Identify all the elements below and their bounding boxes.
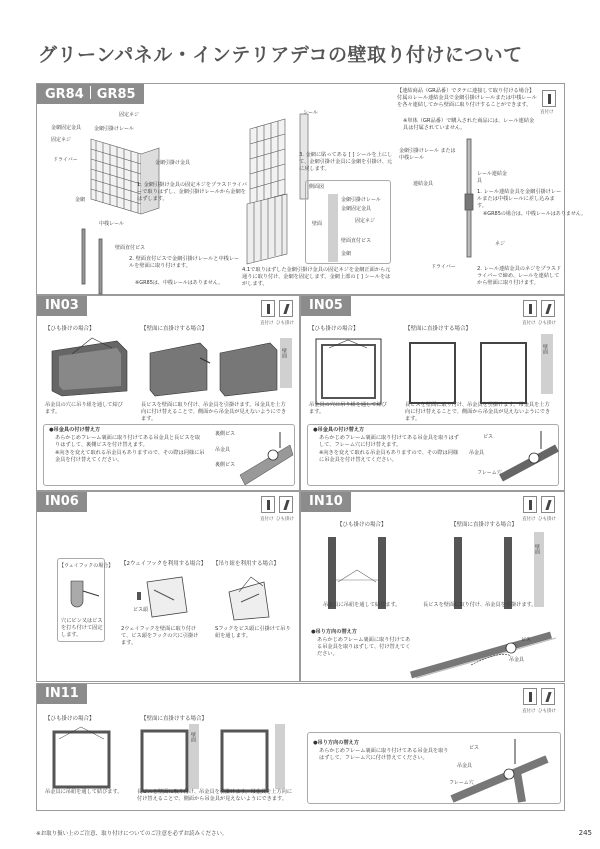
in05-frame-direct-2 [476, 338, 536, 408]
label-kakudaizu-kotei-kanagu: 金網固定金具 [341, 206, 372, 212]
label-kakudaizu-wall: 壁面 [312, 221, 323, 227]
in06-badge-direct [261, 496, 275, 513]
in05-text-direct: 長ビスを壁面に取り付け、吊金具を引掛けます。吊金具を上方向に付け替えることで、側面から吊金具が見えないようにできます。 [405, 402, 551, 422]
in03-label-ura-bis: 裏側ビス [215, 431, 236, 437]
label-kanaami-hikkake-kanagu: 金網引掛け金具 [155, 160, 191, 166]
in06-hook-illustration [61, 576, 101, 616]
in03-text-string: 吊金具の穴に吊り紐を通して結びます。 [45, 402, 123, 415]
label-seal: シール [303, 110, 318, 116]
label-kakudaizu: 側面図 [309, 184, 325, 190]
label-hekimen-screw: 壁面直付ビス [115, 245, 146, 251]
section-in06-header: IN06 [37, 492, 87, 512]
in11-how-illustration [447, 734, 557, 804]
in05-text-string: 吊金具の穴に吊り紐を通して結びます。 [309, 402, 387, 415]
gr-right-step-1: 1. レール連結金具を金網引掛けレールまたは中桟レールに差し込みます。 [477, 189, 562, 209]
in05-label-kanagu: 吊金具 [469, 450, 485, 456]
in11-frame-direct-1 [137, 726, 197, 796]
in10-badge-string-label: ひも掛け [538, 517, 556, 522]
gr-step-2: 2. 壁面直付ビスで金網引掛けレールと中桟レールを壁面に取り付けます。 [129, 256, 240, 269]
in06-case-wayhook: 【ウェイフックの場合】 [59, 563, 114, 569]
gr-step-3: 3. 金網に貼ってある [ ] シールを上にして、金網引掛け金具に金網を引掛け、元に戻します。 [299, 152, 393, 172]
in03-badge-direct-label: 直付け [260, 321, 274, 326]
in05-frame-direct-1 [405, 338, 465, 408]
in05-wall [541, 334, 553, 394]
footer-note: ※お取り扱い上のご注意、取り付けについてのご注意を必ずお読みください。 [36, 831, 228, 837]
in05-case-string: 【ひも掛けの場合】 [309, 326, 359, 332]
in11-badge-string [541, 688, 555, 705]
in06-2way-illustration [132, 572, 192, 622]
in10-label-bis: ビス [521, 637, 532, 643]
in05-case-direct: 【壁面に直掛けする場合】 [405, 326, 472, 332]
in11-text-direct: 長ビスを壁面に取り付け、吊金具を引掛けます。吊金具を上方向に付け替えることで、側面から吊金具が見えないようにできます。 [137, 789, 293, 802]
in03-how-note: ※向きを変えて取れる吊金具もありますので、その際は同様に吊金具を付け替えてください。 [55, 450, 205, 463]
section-in03 [36, 295, 300, 491]
page-title: グリーンパネル・インテリアデコの壁取り付けについて [38, 44, 523, 66]
in05-badge-direct [523, 300, 537, 317]
label-chukan-rail-right: 金網引掛けレール または 中桟レール [399, 148, 456, 161]
in03-case-direct: 【壁面に直掛けする場合】 [141, 326, 208, 332]
label-kakudaizu-rail: 金網引掛けレール [341, 197, 381, 203]
in03-label-tsurikanagu: 吊金具 [215, 447, 231, 453]
label-kanaami: 金網 [75, 197, 86, 203]
in03-badge-string-label: ひも掛け [276, 321, 294, 326]
in10-text-direct: 長ビスを壁面に取り付け、吊金具を引掛けます。 [423, 602, 537, 608]
in11-wall-2 [275, 724, 285, 789]
in06-badge-string-label: ひも掛け [276, 517, 294, 522]
in03-how-text: あらかじめフレーム裏面に取り付けてある吊金具と長ビスを取りはずして、裏側ビスを付け替えます。 [55, 435, 201, 448]
section-in11-header: IN11 [37, 684, 87, 704]
gr-step-2-note: ※GR85は、中桟レールはありません。 [135, 280, 224, 286]
in10-badge-string [541, 496, 555, 513]
in10-how-title: ●吊り方向の替え方 [311, 629, 358, 635]
label-kotei-neji-top: 固定ネジ [119, 112, 140, 118]
in11-badge-direct-label: 直付け [522, 709, 536, 714]
gr-right-note: ※単体（GR品番）で購入された商品には、レール連結金具は付属されていません。 [403, 118, 535, 131]
in11-label-ana: フレーム穴 [449, 780, 474, 786]
in10-wall-label: 壁面 [534, 544, 540, 554]
label-neji: ネジ [495, 241, 506, 247]
in10-frame-direct [449, 532, 529, 612]
in11-wall-label: 壁面 [190, 732, 196, 742]
in03-how-title: ●吊金具の付け替え方 [49, 427, 101, 433]
in11-frame-direct-2 [217, 726, 277, 796]
label-kakudaizu-neji: 固定ネジ [355, 218, 376, 224]
label-kakudaizu-screw: 壁面直付ビス [341, 238, 372, 244]
in10-case-direct: 【壁面に直掛けする場合】 [451, 522, 518, 528]
in10-text-string: 吊金具に吊紐を通して結びます。 [323, 602, 401, 608]
in11-case-string: 【ひも掛けの場合】 [45, 716, 95, 722]
in11-label-bis: ビス [469, 745, 480, 751]
label-kanaami-kotei-kanagu: 金網固定金具 [51, 125, 82, 131]
in06-text-string: Sフックをビス頭に引掛けて吊り紐を通します。 [215, 626, 291, 639]
in10-case-string: 【ひも掛けの場合】 [337, 522, 387, 528]
in03-wall-label: 壁面 [281, 348, 287, 358]
in10-badge-direct-label: 直付け [522, 517, 536, 522]
section-in05-header: IN05 [301, 296, 351, 316]
in05-frame-string [311, 334, 391, 409]
gr-step-4: 4.1で取りはずした金網引掛け金具の固定ネジを金網正面から元通りに取り付け、金網を固定します。金網上部の [ ] シールをはがします。 [242, 267, 391, 287]
gr-badge-direct [542, 90, 556, 107]
in03-frame-direct-2 [215, 338, 285, 398]
gr-step-1: 1. 金網引掛け金具の固定ネジをプラスドライバーで取りはずし、金網引掛けレールから金網をはずします。 [137, 182, 247, 202]
in11-badge-string-label: ひも掛け [538, 709, 556, 714]
in03-badge-direct [261, 300, 275, 317]
in05-how-title: ●吊金具の付け替え方 [313, 427, 365, 433]
label-driver: ドライバー [53, 157, 78, 163]
label-chukan-rail: 中桟レール [99, 221, 124, 227]
label-kakudaizu-kanaami: 金網 [341, 251, 352, 257]
in03-label-ura-bis-2: 裏側ビス [215, 462, 236, 468]
in05-how-note: ※向きを変えて取れる吊金具もありますので、その際は同様に吊金具を付け替えてください。 [319, 450, 459, 463]
in03-case-string: 【ひも掛けの場合】 [45, 326, 95, 332]
gr-right-step-2: 2. レール連結金具のネジをプラスドライバーで締め、レールを連結してから壁面に取り付けます。 [477, 266, 562, 286]
in03-text-direct: 長ビスを壁面に取り付け、吊金具を引掛けます。吊金具を上方向に付け替えることで、側面から吊金具が見えないようにできます。 [141, 402, 287, 422]
label-rail-renketsu: レール連結金具 [477, 171, 507, 184]
in03-badge-string [279, 300, 293, 317]
in05-badge-direct-label: 直付け [522, 321, 536, 326]
in11-text-string: 吊金具に吊紐を通して結びます。 [45, 789, 123, 795]
in05-how-illustration [499, 428, 559, 483]
in06-string-illustration [219, 572, 279, 622]
in11-how-text: あらかじめフレーム裏面に取り付けてある吊金具を取りはずして、フレーム穴に付け替えてください。 [319, 748, 449, 761]
in05-how-text: あらかじめフレーム裏面に取り付けてある吊金具を取りはずして、フレーム穴に付け替えます。 [319, 435, 459, 448]
gr-panel-illustration-3 [242, 189, 312, 264]
gr85-label: GR85 [96, 87, 136, 102]
in05-badge-string-label: ひも掛け [538, 321, 556, 326]
in03-how-illustration [235, 430, 295, 480]
gr-right-intro: 【連結商品（GR品番）でタテに連接して取り付ける場合】付属のレール連結金具で金網引掛けレールまたは中桟レールを各々連結してから壁面に取り付けすることができます。 [397, 88, 537, 108]
in03-frame-string [47, 336, 137, 396]
in06-case-2way: 【2ウェイフックを利用する場合】 [121, 561, 207, 567]
in03-frame-direct-1 [145, 338, 215, 398]
section-in10-header: IN10 [301, 492, 351, 512]
label-renketsu-kanagu: 連結金具 [413, 181, 434, 187]
section-in10 [300, 491, 565, 682]
side-view-wall [328, 194, 338, 262]
in11-how-title: ●吊り方向の替え方 [313, 740, 360, 746]
section-in06 [36, 491, 300, 682]
section-gr [36, 83, 587, 295]
page-number: 245 [578, 829, 592, 837]
in11-frame-string [49, 724, 119, 789]
section-in03-header: IN03 [37, 296, 87, 316]
in05-label-bis: ビス [483, 434, 494, 440]
in06-case-string: 【吊り紐を利用する場合】 [213, 561, 280, 567]
in11-label-kanagu: 吊金具 [457, 763, 473, 769]
in10-label-kanagu: 吊金具 [509, 657, 525, 663]
in05-badge-string [541, 300, 555, 317]
in10-how-text: あらかじめフレーム裏面に取り付けてある吊金具を取りはずして、付け替えてください。 [317, 637, 411, 657]
section-gr-header [37, 84, 144, 104]
section-in05 [300, 295, 565, 491]
in05-label-ana: フレーム穴 [477, 470, 502, 476]
in10-badge-direct [523, 496, 537, 513]
in10-frame-string [323, 532, 393, 612]
gr84-label: GR84 [45, 87, 84, 102]
label-kotei-neji-left: 固定ネジ [51, 137, 72, 143]
in11-case-direct: 【壁面に直掛けする場合】 [141, 716, 208, 722]
in06-label-bis: ビス頭 [133, 607, 149, 613]
in06-text-2way: 2ウェイフックを壁面に取り付けて、ビス頭をフックの穴に引掛けます。 [121, 626, 199, 646]
gr-right-step-1-note: ※GR85の場合は、中桟レールはありません。 [483, 211, 587, 217]
label-driver-right: ドライバー [431, 264, 456, 270]
in10-how-illustration [411, 620, 561, 680]
gr-rail-illustration [77, 224, 117, 299]
in06-badge-string [279, 496, 293, 513]
in06-badge-direct-label: 直付け [260, 517, 274, 522]
label-kanaami-hikkake-rail: 金網引掛けレール [94, 126, 134, 132]
gr-badge-direct-label: 直付け [540, 110, 554, 115]
in05-wall-label: 壁面 [542, 344, 548, 354]
in06-text-wayhook: 穴にピン又はビスを打ち付けて固定します。 [61, 618, 103, 638]
section-in11 [36, 683, 565, 811]
in11-badge-direct [523, 688, 537, 705]
